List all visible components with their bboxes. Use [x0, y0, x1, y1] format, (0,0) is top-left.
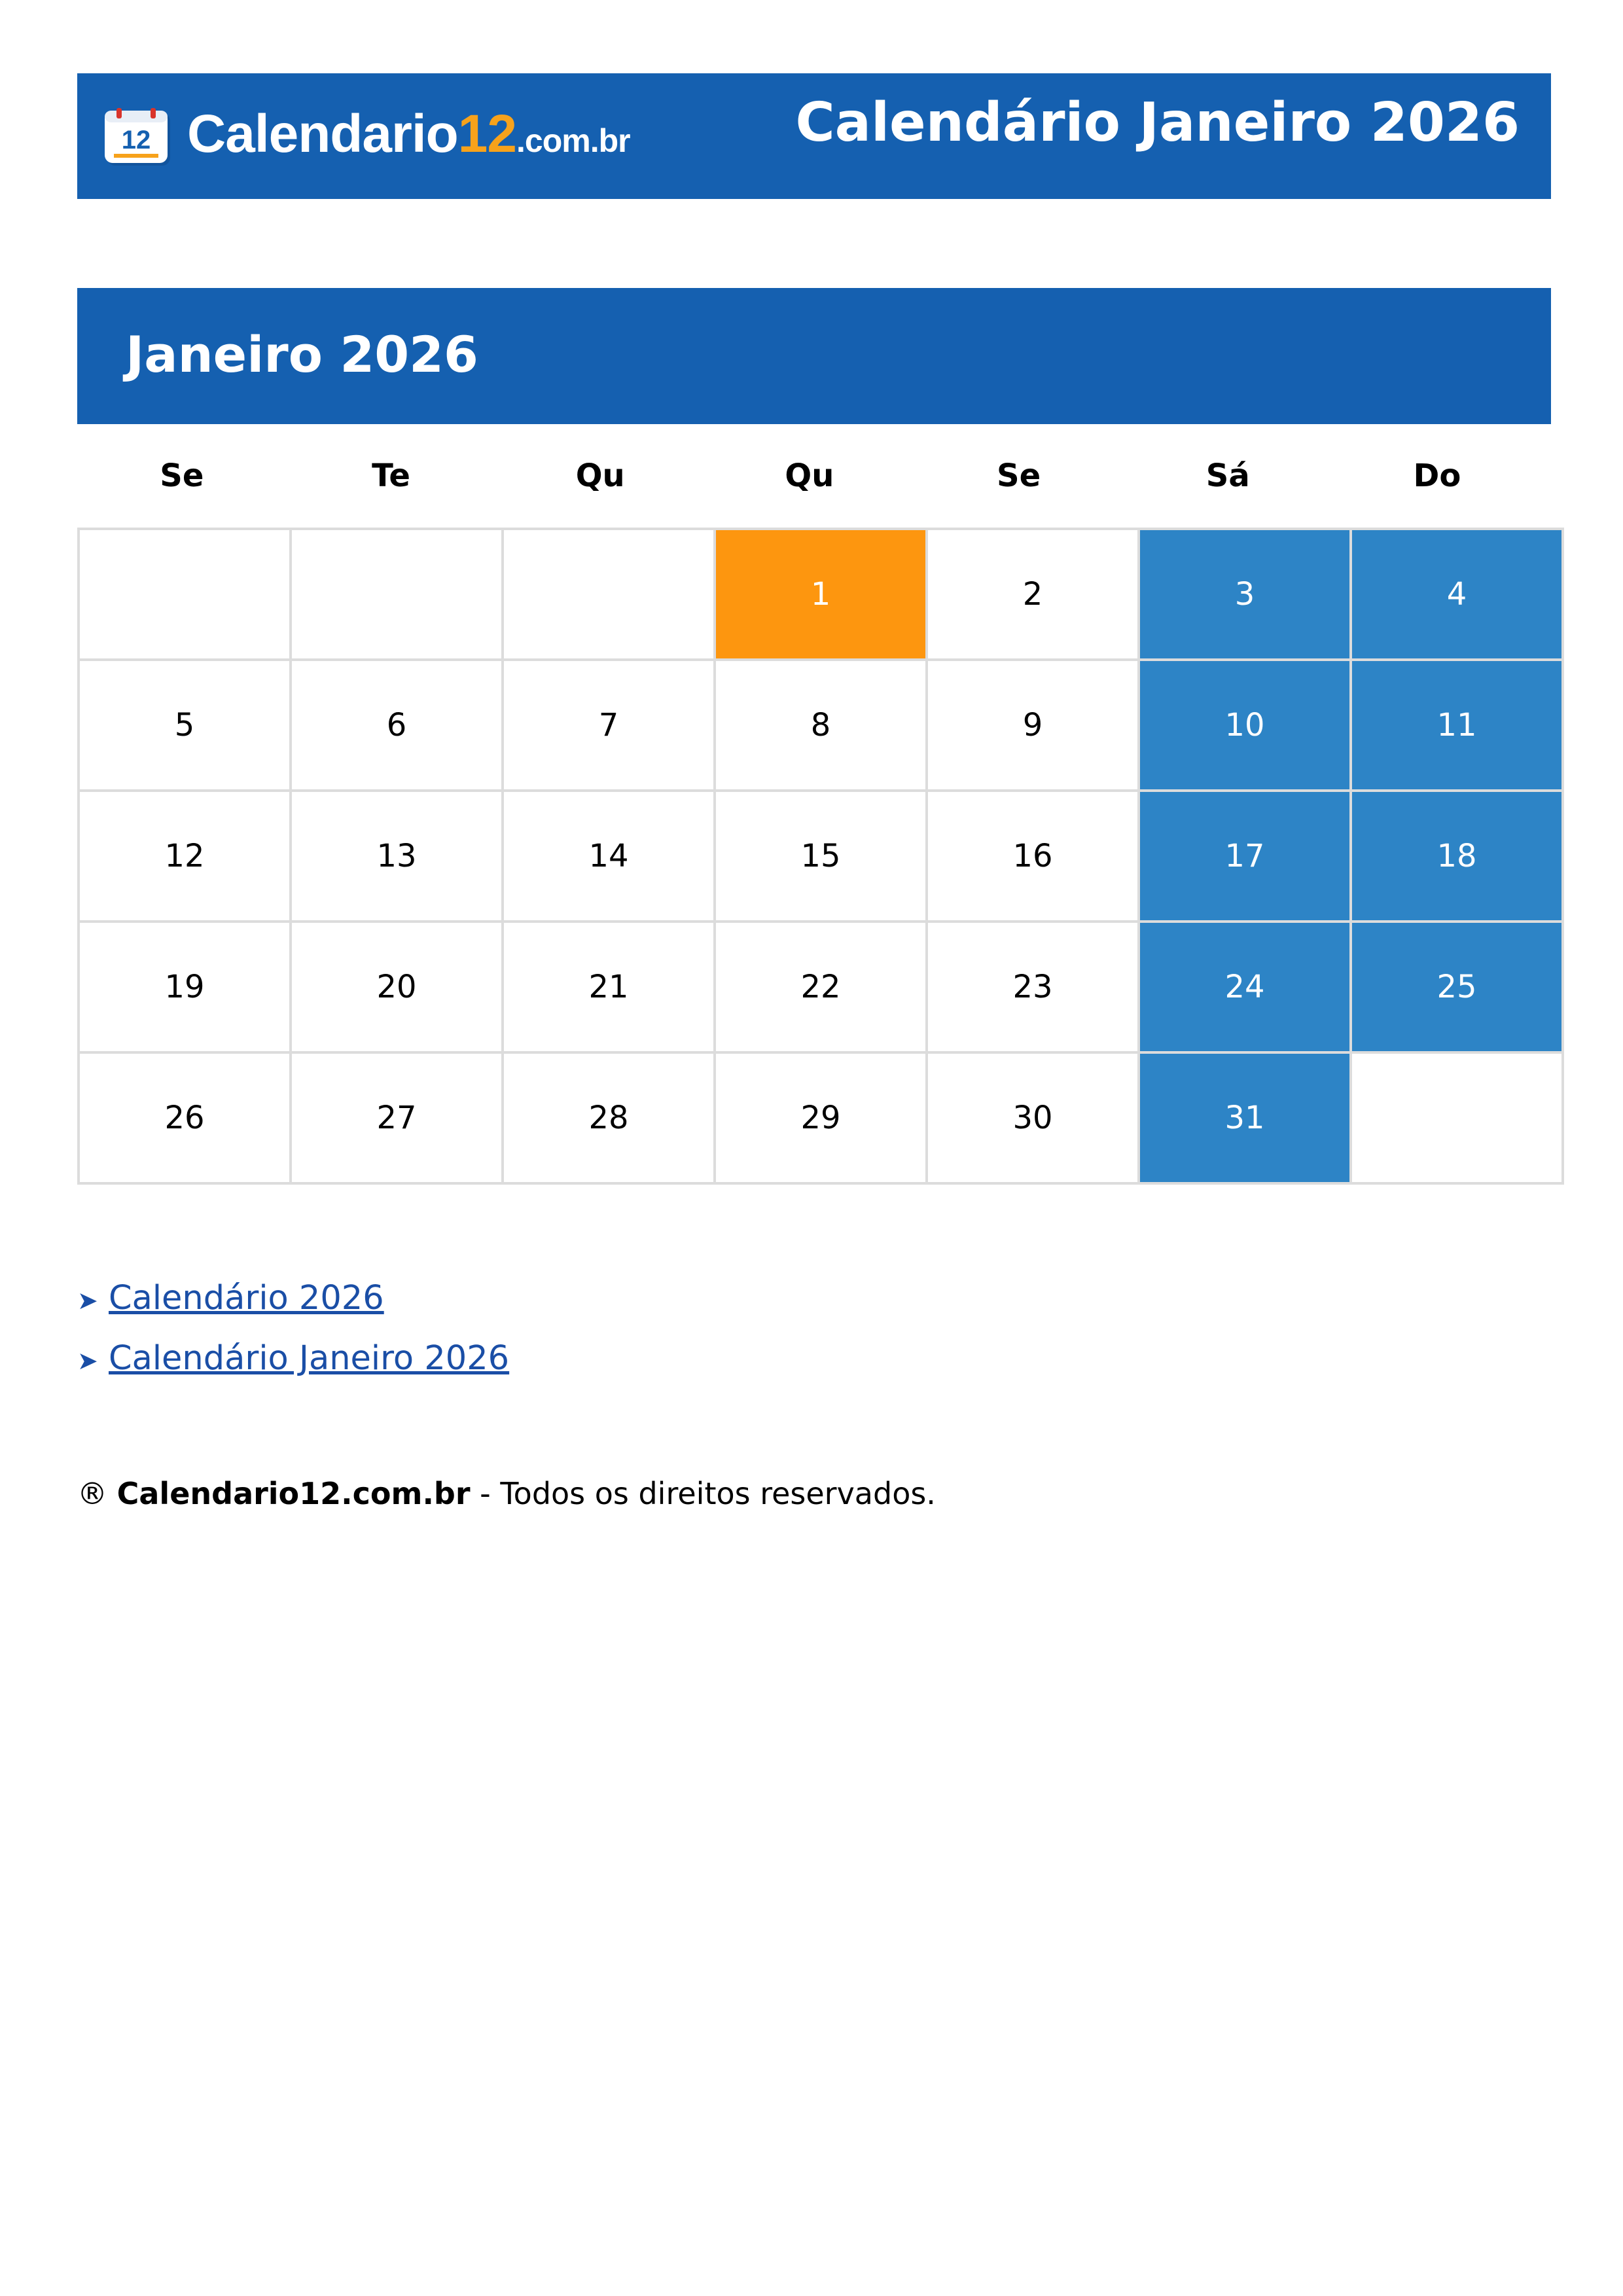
footer-brand: Calendario12.com.br [116, 1476, 471, 1511]
calendar-page [77, 73, 1551, 1515]
site-header [77, 73, 1551, 199]
week-row [79, 791, 1563, 922]
link-calendario-janeiro-2026[interactable]: Calendário Janeiro 2026 [109, 1339, 510, 1378]
day-cell: 27 [291, 1052, 503, 1183]
logo-name: Calendario [187, 104, 458, 164]
day-cell: 11 [1351, 660, 1563, 791]
empty-day-cell [1351, 1052, 1563, 1183]
month-title: Janeiro 2026 [126, 325, 478, 384]
day-cell: 8 [715, 660, 927, 791]
calendar-grid [77, 528, 1564, 1185]
footer-text: - Todos os direitos reservados. [470, 1476, 936, 1511]
empty-day-cell [291, 529, 503, 660]
day-cell: 31 [1139, 1052, 1351, 1183]
day-cell: 25 [1351, 922, 1563, 1052]
day-cell: 7 [503, 660, 715, 791]
day-cell: 16 [927, 791, 1139, 922]
day-cell: 19 [79, 922, 291, 1052]
weekday-label: Se [997, 457, 1041, 494]
month-banner [77, 288, 1551, 424]
calendar-icon-number: 12 [121, 126, 151, 154]
weekday-label: Sá [1205, 457, 1250, 494]
registered-symbol: ® [77, 1476, 107, 1511]
site-logo[interactable] [105, 106, 630, 169]
day-cell: 18 [1351, 791, 1563, 922]
day-cell: 17 [1139, 791, 1351, 922]
day-cell: 21 [503, 922, 715, 1052]
weekday-label: Do [1413, 457, 1461, 494]
link-item [77, 1268, 1551, 1329]
logo-number: 12 [457, 104, 516, 164]
day-cell: 13 [291, 791, 503, 922]
day-cell: 12 [79, 791, 291, 922]
logo-tld: .com.br [516, 122, 630, 159]
day-cell: 6 [291, 660, 503, 791]
day-cell: 26 [79, 1052, 291, 1183]
day-cell: 23 [927, 922, 1139, 1052]
page-title: Calendário Janeiro 2026 [795, 92, 1520, 154]
footer [77, 1473, 1551, 1515]
day-cell: 22 [715, 922, 927, 1052]
week-row [79, 1052, 1563, 1183]
calendar-icon [105, 108, 173, 167]
day-cell: 2 [927, 529, 1139, 660]
empty-day-cell [79, 529, 291, 660]
weekday-label: Te [372, 457, 410, 494]
link-item [77, 1329, 1551, 1389]
week-row [79, 529, 1563, 660]
day-cell: 9 [927, 660, 1139, 791]
day-cell: 3 [1139, 529, 1351, 660]
week-row [79, 660, 1563, 791]
day-cell: 29 [715, 1052, 927, 1183]
day-cell: 15 [715, 791, 927, 922]
empty-day-cell [503, 529, 715, 660]
day-cell: 20 [291, 922, 503, 1052]
day-cell: 28 [503, 1052, 715, 1183]
weekday-label: Se [160, 457, 204, 494]
weekday-label: Qu [785, 457, 834, 494]
week-row [79, 922, 1563, 1052]
day-cell: 4 [1351, 529, 1563, 660]
arrow-icon: ➤ [77, 1346, 98, 1375]
day-cell: 24 [1139, 922, 1351, 1052]
day-cell: 10 [1139, 660, 1351, 791]
link-calendario-2026[interactable]: Calendário 2026 [109, 1279, 384, 1318]
day-cell: 1 [715, 529, 927, 660]
day-cell: 30 [927, 1052, 1139, 1183]
arrow-icon: ➤ [77, 1286, 98, 1315]
logo-wordmark [187, 103, 630, 172]
weekday-header [77, 424, 1542, 528]
day-cell: 5 [79, 660, 291, 791]
day-cell: 14 [503, 791, 715, 922]
related-links [77, 1268, 1551, 1389]
weekday-label: Qu [575, 457, 625, 494]
